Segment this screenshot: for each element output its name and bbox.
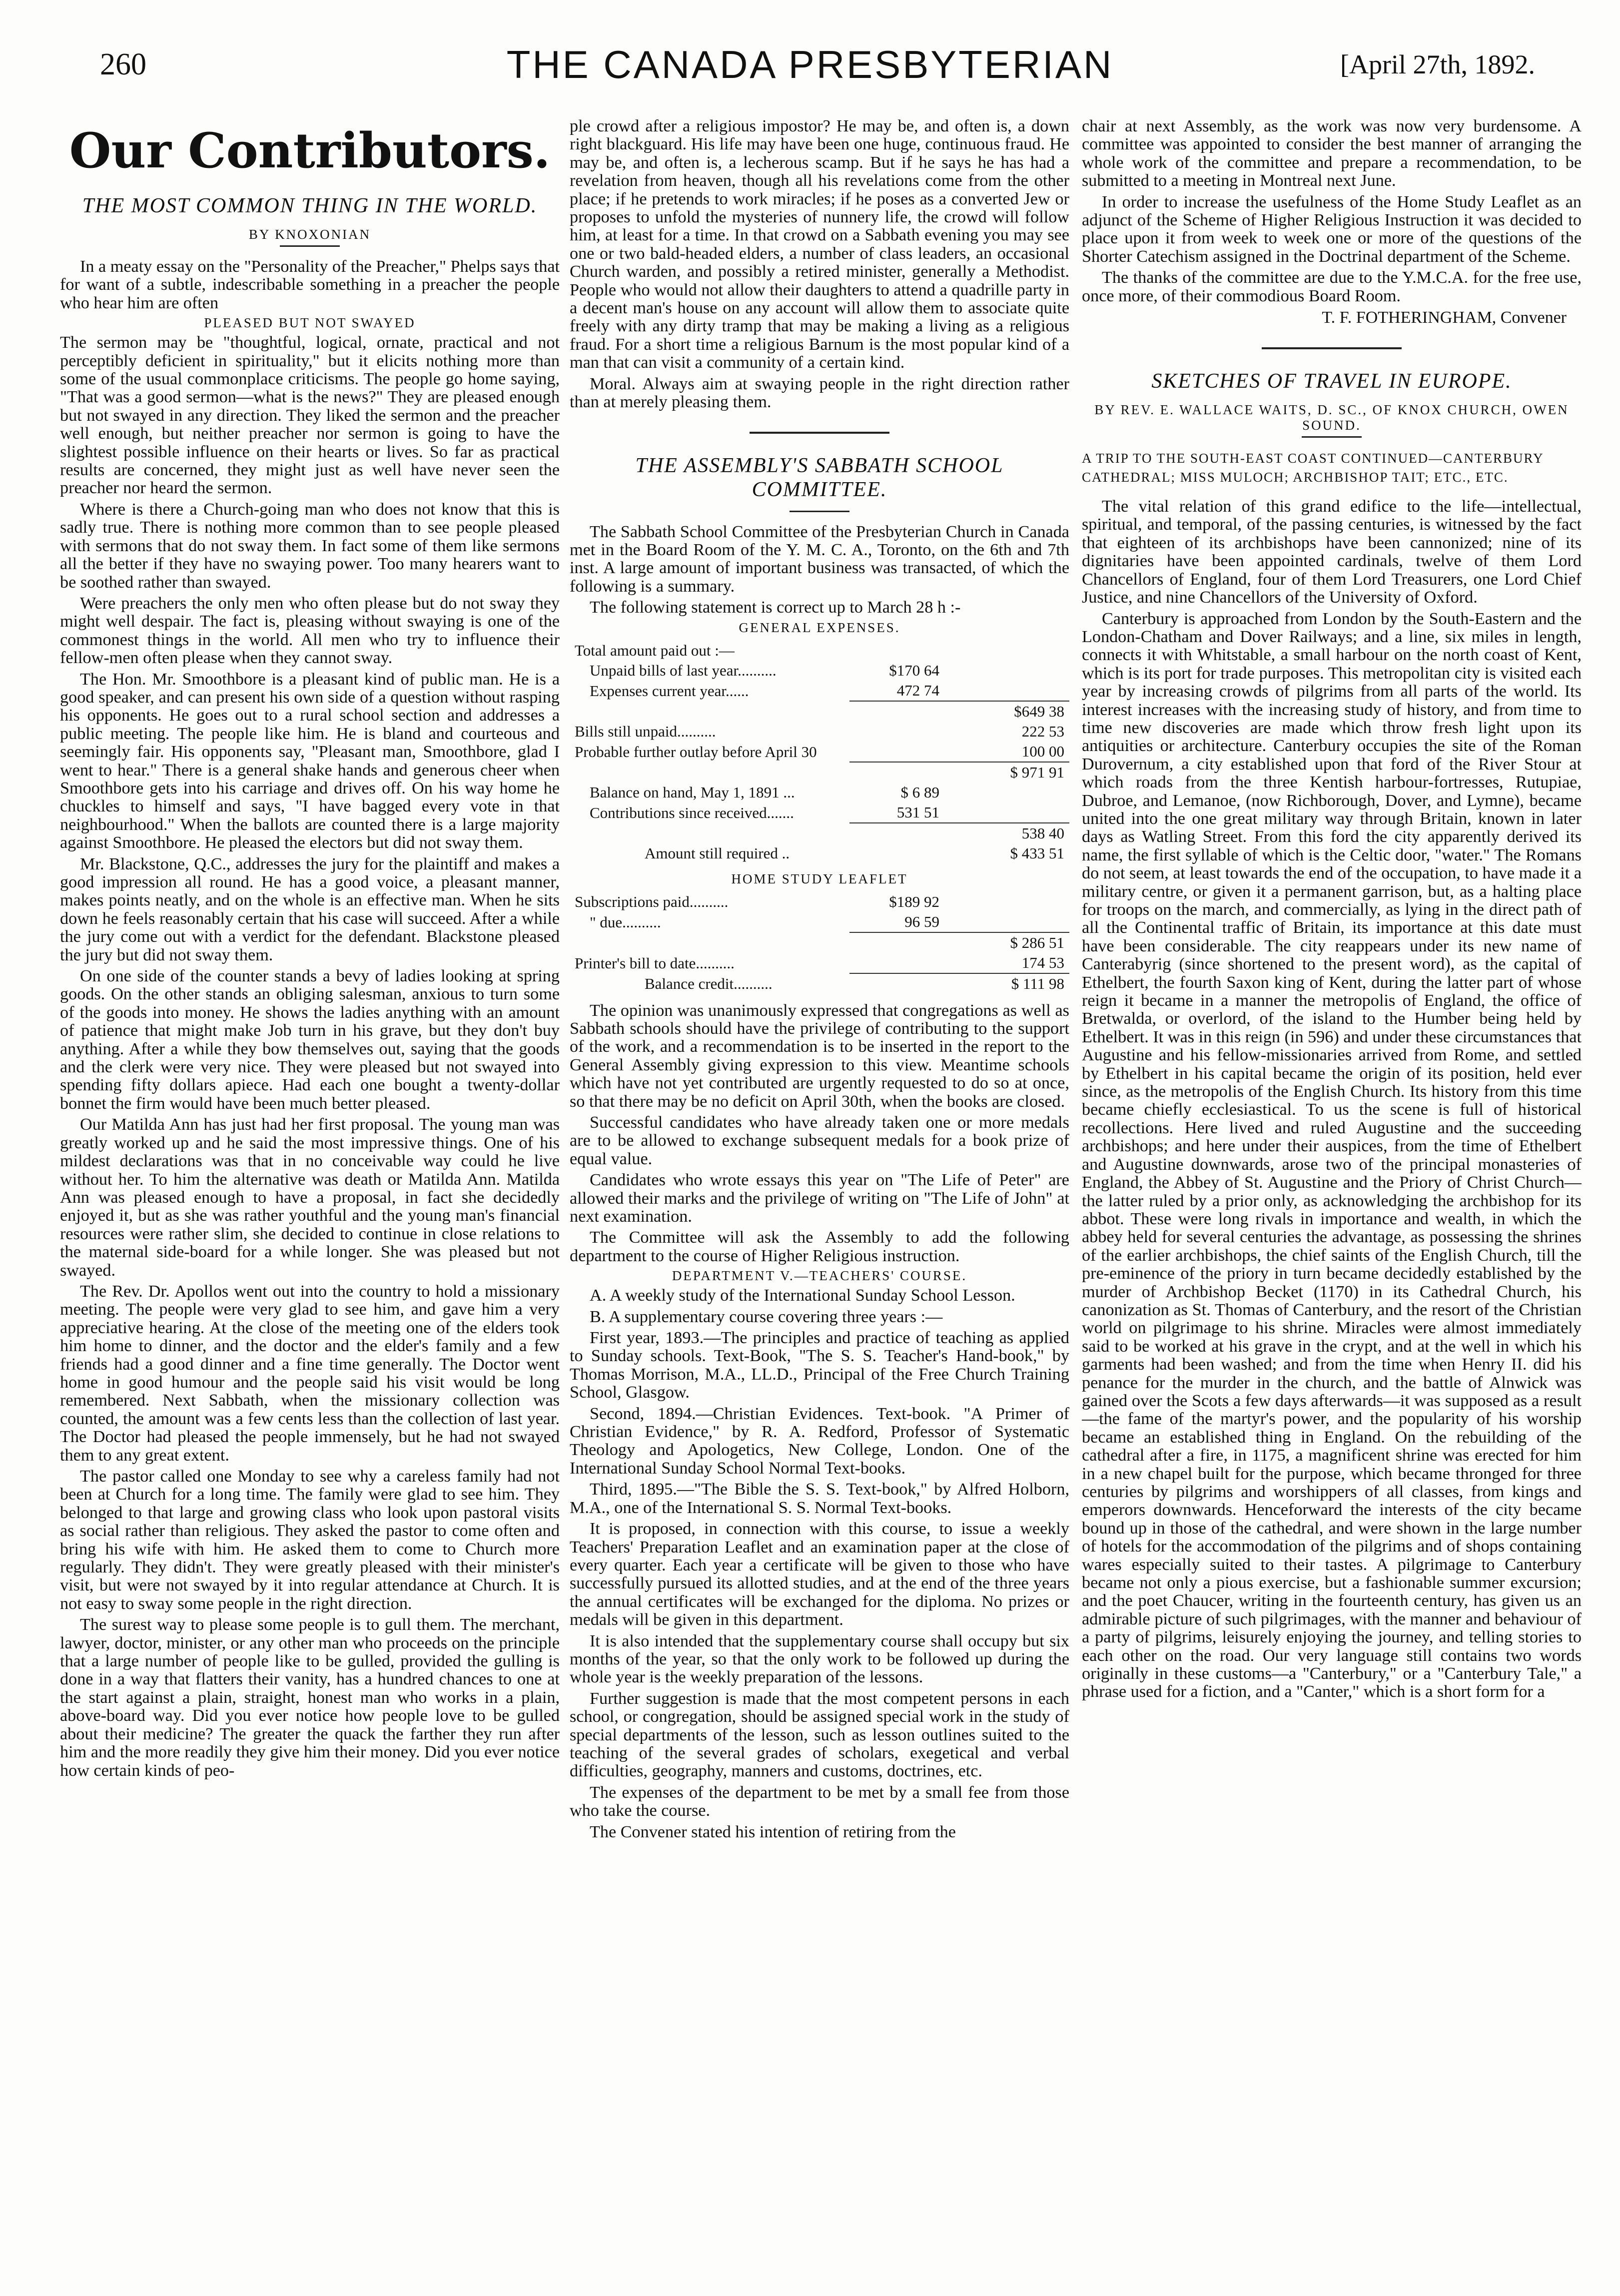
row-value: 96 59 — [904, 912, 939, 930]
paragraph: Moral. Always aim at swaying people in the right direction rather than at merely pleasing them. — [570, 374, 1069, 412]
table-row — [570, 681, 1069, 701]
article-title: THE ASSEMBLY'S SABBATH SCHOOL COMMITTEE. — [635, 454, 1004, 501]
divider — [750, 432, 889, 434]
article-title: SKETCHES OF TRAVEL IN EUROPE. — [1151, 370, 1512, 393]
row-total: 538 40 — [949, 823, 1069, 843]
table-row — [570, 912, 1069, 932]
row-total — [949, 782, 1069, 802]
row-value — [849, 742, 949, 762]
paragraph: Further suggestion is made that the most competent persons in each school, or congregation, should be assigned special work in the study of special departments of the lesson, such as lesson outlines suited to the teaching of the several grades of scholars, exegetical and verbal difficulties, geography, manners and customs, doctrines, etc. — [570, 1689, 1069, 1781]
row-label: Amount still required .. — [645, 844, 790, 862]
issue-date: [April 27th, 1892. — [1340, 49, 1535, 79]
paragraph: Third, 1895.—"The Bible the S. S. Text-book," by Alfred Holborn, M.A., one of the International S. S. Normal Text-books. — [570, 1480, 1069, 1517]
paragraph: The Committee will ask the Assembly to add the following department to the course of Higher Religious instruction. — [570, 1228, 1069, 1265]
table-row — [570, 973, 1069, 994]
row-label — [570, 932, 849, 953]
paragraph: The sermon may be "thoughtful, logical, ornate, practical and not perceptibly deficient in spirituality," but it elicits nothing more than some of the usual commonplace criticisms. The people go home saying, "That was a good sermon—what is the news?" They are pleased enough but not swayed in any direction. They liked the sermon and the preacher well enough, but neither preacher nor sermon is going to have the slightest possible influence on their hearts or lives. So far as practical results are concerned, they might just as well have never seen the preacher nor heard the sermon. — [60, 333, 560, 498]
row-value — [849, 722, 949, 742]
paragraph: Our Matilda Ann has just had her first proposal. The young man was greatly worked up and he said the most impressive things. One of his mildest declarations was that in no conceivable way could he live without her. To him the alternative was death or Matilda Ann. Matilda Ann was pleased enough to have a proposal, in fact she decidedly enjoyed it, but as she was rather youthful and the young man's financial resources were rather slim, she decided to continue in close relations to the maternal side-board for a while longer. She was pleased but not swayed. — [60, 1115, 560, 1280]
department-title: Our Contributors. — [69, 122, 551, 179]
section-subhead: A TRIP TO THE SOUTH-EAST COAST CONTINUED—CANTERBURY CATHEDRAL; MISS MULOCH; ARCHBISHOP TAIT; ETC., ETC. — [1082, 451, 1544, 485]
row-label: Total amount paid out :— — [575, 641, 735, 659]
paragraph: Candidates who wrote essays this year on "The Life of Peter" are allowed their marks and the privilege of writing on "The Life of John" at next examination. — [570, 1171, 1069, 1226]
table-heading: HOME STUDY LEAFLET — [731, 871, 908, 886]
row-total: 222 53 — [1021, 722, 1064, 740]
paragraph: Canterbury is approached from London by the South-Eastern and the London-Chatham and Dover Railways; and a line, six miles in length, connects it with Whitstable, a small harbour on the north coast of Kent, which is its port for trade purposes. This metropolitan city is visited each year by increasing crowds of pilgrims from all parts of the world. Its interest increases with the increasing study of history, and from time to time new discoveries are made which throw fresh light upon its antiquities or architecture. Canterbury occupies the site of the Roman Durovernum, a city established upon that ford of the River Stour at which roads from the three Kentish harbour-fortresses, Rutupiae, Dubroe, and Lemanoe, (now Richborough, Dover, and Lymne), became united into the one great military way through Britain, known in later days as Watling Street. From this ford the city apparently derived its name, the first syllable of which is the Celtic door, "water." The Romans do not seem, at least towards the end of the occupation, to have made it a military centre, or given it a permanent garrison, but, as a halting place for troops on the march, and commercially, as lying in the direct path of all the Continental traffic of Britain, its importance at this date must have been considerable. The city reappears under its new name of Canterabyrig (since shortened to the present word), as the capital of Ethelbert, the fourth Saxon king of Kent, during the latter part of whose reign it became in a manner the metropolis of England, the office of Bretwalda, or overlord, of the island to the Humber being held by Ethelbert. It was in this reign (in 596) and under these circumstances that Augustine and his fellow-missionaries arrived from Rome, and settled by Ethelbert in his capital became the origin of its position, held ever since, as the metropolis of the English Church. Its history from this time became chiefly ecclesiastical. To us the scene is full of historical recollections. Here lived and ruled Augustine and the succeeding archbishops; and here under their auspices, from the time of Ethelbert and Augustine downwards, arose two of the principal monasteries of England, the Abbey of St. Augustine and the Priory of Christ Church—the latter ruled by a prior only, as acknowledging the archbishop for its abbot. These were long rivals in importance and wealth, in which the abbey held for several centuries the advantage, as possessing the shrines of the earlier archbishops, the chief saints of the English Church, till the pre-eminence of the priory in turn became decidedly established by the murder of Archbishop Becket (1170) in its Cathedral Church, his canonization as St. Thomas of Canterbury, and the resort of the Christian world on pilgrimage to his shrine. Miracles were almost immediately said to be worked at his grave in the crypt, and at the well in which his garments had been washed; and from the time when Henry II. did his penance for the murder in the church, and the battle of Alnwick was gained over the Scots a few days afterwards—it was supposed as a result—the fame of the martyr's power, and the popularity of his worship became an established thing in England. On the rebuilding of the cathedral after a fire, in 1175, a magnificent shrine was erected for him in a new chapel built for the purpose, which became thronged for three centuries by pilgrims and worshippers of all classes, from kings and emperors downwards. Henceforward the interests of the city became bound up in those of the cathedral, and were shown in the large number of hotels for the accommodation of the pilgrims and of shops containing wares especially suited to their tastes. A pilgrimage to Canterbury became not only a pious exercise, but a fashionable summer excursion; and the poet Chaucer, writing in the fourteenth century, has given us an admirable picture of such pilgrimages, with the manner and behaviour of a party of pilgrims, leisurely enjoying the journey, and telling stories to each other on the road. Our very language still contains two words originally in these customs—a "Canterbury," or a "Canterbury Tale," a phrase used for a fiction, and a "Canter," which is a short form for a — [1082, 609, 1582, 1701]
paragraph: The Rev. Dr. Apollos went out into the country to hold a missionary meeting. The people were very glad to see him, and gave him a very appreciative hearing. At the close of the meeting one of the elders took him home to dinner, and the doctor and the elder's family and a few friends had a good dinner and a fine time generally. The Doctor went home in good humour and the people said his visit would be long remembered. Next Sabbath, when the missionary collection was counted, the amount was a few cents less than the collection of last year. The Doctor had pleased the people immensely, but he had not swayed them to any great extent. — [60, 1282, 560, 1465]
row-total: 174 53 — [1021, 953, 1064, 971]
paragraph: It is proposed, in connection with this course, to issue a weekly Teachers' Preparation Leaflet and an examination paper at the close of every quarter. Each year a certificate will be given to those who have successfully pursued its allotted studies, and at the end of the three years the annual certificates will be exchanged for the diploma. No prizes or medals will be given in this department. — [570, 1520, 1069, 1629]
table-row — [570, 701, 1069, 722]
table-row — [570, 762, 1069, 782]
row-label — [570, 823, 849, 843]
column-1 — [60, 117, 560, 2266]
journal-title: THE CANADA PRESBYTERIAN — [506, 42, 1114, 86]
row-label: Balance credit.......... — [645, 974, 773, 992]
row-value — [849, 843, 949, 863]
row-label: Bills still unpaid.......... — [575, 722, 716, 740]
row-value — [849, 641, 949, 661]
row-value — [849, 932, 949, 953]
table-row — [570, 782, 1069, 802]
paragraph: Mr. Blackstone, Q.C., addresses the jury for the plaintiff and makes a good impression all round. He has a good voice, a pleasant manner, makes points neatly, and on the whole is an effective man. When he sits down he feels reasonably certain that his case will succeed. After a while the jury come out with a verdict for the defendant. Blackstone pleased the jury but did not sway them. — [60, 854, 560, 964]
row-label: Subscriptions paid.......... — [575, 892, 729, 910]
row-value: $170 64 — [889, 661, 939, 679]
paragraph: The opinion was unanimously expressed that congregations as well as Sabbath schools should have the privilege of contributing to the support of the work, and a recommendation is to be inserted in the report to the General Assembly giving expression to this view. Meantime schools which have not yet contributed are urgently requested to do so at once, so that there may be no deficit on April 30th, when the books are closed. — [570, 1001, 1069, 1111]
row-total — [949, 892, 1069, 912]
general-expenses-table — [570, 641, 1069, 863]
row-total: 100 00 — [1021, 742, 1064, 760]
row-label: Expenses current year...... — [590, 682, 749, 700]
paragraph: ple crowd after a religious impostor? He may be, and often is, a down right blackguard. His life may have been one huge, continuous fraud. He may be, and often is, a lecherous scamp. But if he says he has had a revelation from heaven, though all his revelations come from the other place; if he pretends to work miracles; if he poses as a converted Jew or proposes to unfold the mysteries of nunnery life, the crowd will follow him, at least for a time. In that crowd on a Sabbath evening you may see one or two bald-headed elders, a number of class leaders, an occasional Church warden, and possibly a retired minister, generally a Methodist. People who would not allow their daughters to attend a quadrille party in a decent man's house on any account will allow them to associate quite freely with any dirty tramp that may be making a living as a religious fraud. For a short time a religious Barnum is the most popular kind of a man that can visit a community of a certain kind. — [570, 117, 1069, 372]
paragraph: The Sabbath School Committee of the Presbyterian Church in Canada met in the Board Room of the Y. M. C. A., Toronto, on the 6th and 7th inst. A large amount of important business was transacted, of which the following is a summary. — [570, 522, 1069, 596]
row-value — [849, 953, 949, 973]
divider — [790, 511, 849, 512]
paragraph: It is also intended that the supplementary course shall occupy but six months of the year, so that the only work to be followed up during the whole year is the weekly preparation of the lessons. — [570, 1631, 1069, 1687]
column-2 — [570, 117, 1069, 2266]
row-total: $649 38 — [949, 701, 1069, 722]
table-row — [570, 722, 1069, 742]
row-value — [849, 762, 949, 782]
row-total: $ 111 98 — [949, 973, 1069, 994]
leaflet-table — [570, 892, 1069, 994]
table-row — [570, 742, 1069, 762]
divider — [1302, 436, 1362, 438]
paragraph: A. A weekly study of the International Sunday School Lesson. — [590, 1286, 1015, 1305]
row-value: 472 74 — [896, 681, 939, 699]
table-row — [570, 892, 1069, 912]
article-title: THE MOST COMMON THING IN THE WORLD. — [82, 194, 538, 217]
paragraph: chair at next Assembly, as the work was now very burdensome. A committee was appointed to consider the best manner of arranging the whole work of the committee and prepare a recommendation, to be submitted to a meeting in Montreal next June. — [1082, 117, 1582, 190]
row-value — [849, 823, 949, 843]
paragraph: The following statement is correct up to March 28 h :- — [590, 598, 961, 617]
row-total: $ 433 51 — [1010, 844, 1064, 862]
page-number: 260 — [100, 47, 146, 81]
row-value: $189 92 — [889, 892, 939, 910]
paragraph: Where is there a Church-going man who does not know that this is sadly true. There is nothing more common than to see people pleased with sermons that do not sway them. In fact some of them like sermons all the better if they have no swaying power. Too many hearers want to be soothed rather than swayed. — [60, 500, 560, 592]
section-subhead: PLEASED BUT NOT SWAYED — [204, 315, 416, 331]
row-label: Contributions since received....... — [590, 803, 794, 821]
row-total — [949, 641, 1069, 661]
paragraph: Successful candidates who have already taken one or more medals are to be allowed to exchange subsequent medals for a book prize of equal value. — [570, 1113, 1069, 1168]
divider — [1262, 347, 1402, 349]
row-total: $ 971 91 — [949, 762, 1069, 782]
paragraph: The vital relation of this grand edifice to the life—intellectual, spiritual, and temporal, of the passing centuries, is witnessed by the fact that eighteen of its archbishops have been cannonized; nine of its dignitaries have been appointed cardinals, twelve of them Lord Chancellors of England, four of them Lord Treasurers, one Lord Chief Justice, and nine Chancellors of the University of Oxford. — [1082, 497, 1582, 607]
table-row — [570, 953, 1069, 973]
byline: BY REV. E. WALLACE WAITS, D. SC., OF KNOX CHURCH, OWEN SOUND. — [1094, 402, 1569, 433]
paragraph: The Convener stated his intention of retiring from the — [590, 1822, 956, 1841]
column-3 — [1082, 117, 1582, 2266]
row-label — [570, 701, 849, 722]
section-subhead: DEPARTMENT V.—TEACHERS' COURSE. — [672, 1268, 967, 1284]
table-row — [570, 932, 1069, 953]
row-total — [949, 802, 1069, 823]
row-label: Printer's bill to date.......... — [575, 954, 735, 972]
paragraph: The surest way to please some people is to gull them. The merchant, lawyer, doctor, minister, or any other man who proceeds on the principle that a large number of people like to be gulled, provided the gulling is done in a way that flatters their vanity, has a hundred chances to one at the start against a plain, straight, honest man who works in a plain, above-board way. Did you ever notice how people love to be gulled about their medicine? The greater the quack the farther they run after him and the more readily they give him their money. Did you ever notice how certain kinds of peo- — [60, 1615, 560, 1780]
row-total — [949, 661, 1069, 681]
row-total: $ 286 51 — [949, 932, 1069, 953]
table-heading: GENERAL EXPENSES. — [739, 620, 900, 635]
paragraph: The pastor called one Monday to see why a careless family had not been at Church for a long time. The family were glad to see him. They belonged to that large and growing class who look upon pastoral visits as social rather than religious. They asked the pastor to come often and bring his wife with him. He asked them to come to Church more regularly. They didn't. They were greatly pleased with their minister's visit, but were not swayed by it into regular attendance at Church. It is not easy to sway some people in the right direction. — [60, 1467, 560, 1613]
table-row — [570, 802, 1069, 823]
row-value — [849, 701, 949, 722]
table-row — [570, 661, 1069, 681]
row-value: 531 51 — [896, 803, 939, 821]
row-label: " due.......... — [590, 913, 661, 931]
paragraph: The Hon. Mr. Smoothbore is a pleasant kind of public man. He is a good speaker, and can present his own side of a question without rasping his opponents. He goes out to a rural school section and addresses a public meeting. The people like him. He is bland and courteous and seemingly fair. His opponents say, "Pleasant man, Smoothbore, glad I went to hear." There is a general shake hands and generous cheer when Smoothbore gets into his carriage and drives off. On his way home he chuckles to himself and says, "I have bagged every vote in that neighbourhood." When the ballots are counted there is a large majority against Smoothbore. He pleased the electors but did not sway them. — [60, 670, 560, 852]
table-row — [570, 641, 1069, 661]
row-label: Probable further outlay before April 30 — [575, 743, 817, 761]
table-row — [570, 843, 1069, 863]
paragraph: In a meaty essay on the "Personality of the Preacher," Phelps says that for want of a subtle, indescribable something in a preacher the people who hear him are often — [60, 257, 560, 312]
divider — [280, 245, 340, 247]
paragraph: B. A supplementary course covering three years :— — [590, 1307, 943, 1326]
row-label — [570, 762, 849, 782]
row-label: Unpaid bills of last year.......... — [590, 661, 777, 679]
paragraph: Second, 1894.—Christian Evidences. Text-book. "A Primer of Christian Evidence," by R. A. Redford, Professor of Systematic Theology and Apologetics, New College, London. One of the International Sunday School Normal Text-books. — [570, 1404, 1069, 1478]
paragraph: The expenses of the department to be met by a small fee from those who take the course. — [570, 1783, 1069, 1820]
page-header — [70, 42, 1550, 97]
row-value — [849, 973, 949, 994]
signature: T. F. FOTHERINGHAM, Convener — [1322, 308, 1567, 327]
paragraph: First year, 1893.—The principles and practice of teaching as applied to Sunday schools. Text-Book, "The S. S. Teacher's Hand-book," by Thomas Morrison, M.A., LL.D., Principal of the Free Church Training School, Glasgow. — [570, 1329, 1069, 1402]
paragraph: The thanks of the committee are due to the Y.M.C.A. for the free use, once more, of their commodious Board Room. — [1082, 268, 1582, 305]
row-total — [949, 681, 1069, 701]
paragraph: In order to increase the usefulness of the Home Study Leaflet as an adjunct of the Scheme of Higher Religious Instruction it was decided to place upon it from week to week one or more of the questions of the Shorter Catechism assigned in the Doctrinal department of the Scheme. — [1082, 192, 1582, 266]
byline: BY KNOXONIAN — [248, 227, 371, 242]
row-value: $ 6 89 — [900, 783, 939, 801]
paragraph: Were preachers the only men who often please but do not sway they might well despair. The fact is, pleasing without swaying is one of the commonest things in the world. All men who try to influence their fellow-men often please when they cannot sway. — [60, 594, 560, 668]
row-total — [949, 912, 1069, 932]
paragraph: On one side of the counter stands a bevy of ladies looking at spring goods. On the other stands an obliging salesman, anxious to turn some of the goods into money. He shows the ladies anything with an amount of patience that might make Job turn in his grave, but they don't buy anything. After a while they bow themselves out, saying that the goods and the clerk were very nice. They were pleased but not swayed into spending fifty dollars apiece. Had each one bought a twenty-dollar bonnet the firm would have been much better pleased. — [60, 967, 560, 1113]
table-row — [570, 823, 1069, 843]
row-label: Balance on hand, May 1, 1891 ... — [590, 783, 795, 801]
